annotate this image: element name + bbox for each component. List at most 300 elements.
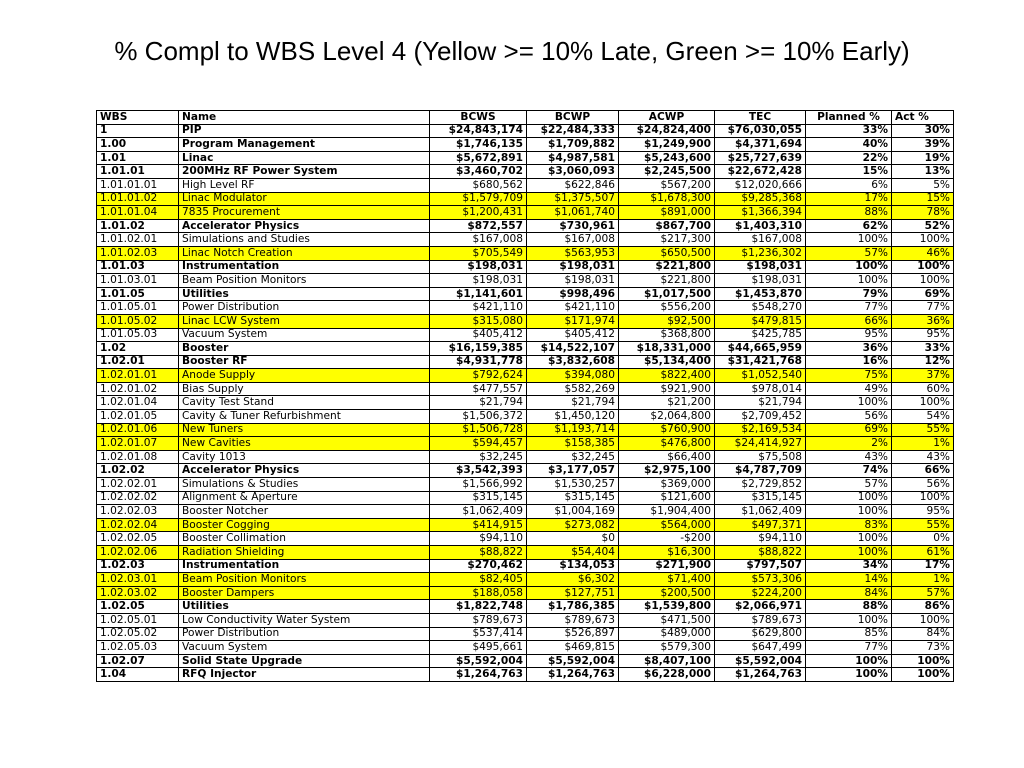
cell-act: 60% — [892, 382, 954, 396]
cell-tec: $2,709,452 — [715, 410, 806, 424]
cell-act: 12% — [892, 355, 954, 369]
cell-planned: 100% — [806, 613, 892, 627]
col-header-bcwp: BCWP — [527, 111, 619, 125]
cell-wbs: 1.02.01.07 — [97, 437, 179, 451]
cell-name: Instrumentation — [179, 260, 430, 274]
cell-bcwp: $167,008 — [527, 233, 619, 247]
cell-planned: 15% — [806, 165, 892, 179]
cell-bcws: $414,915 — [430, 518, 527, 532]
cell-bcwp: $998,496 — [527, 287, 619, 301]
cell-tec: $1,236,302 — [715, 246, 806, 260]
cell-bcwp: $4,987,581 — [527, 151, 619, 165]
table-row — [97, 301, 954, 315]
cell-acwp: $368,800 — [619, 328, 715, 342]
cell-wbs: 1.01.05.03 — [97, 328, 179, 342]
cell-name: Accelerator Physics — [179, 219, 430, 233]
cell-tec: $1,062,409 — [715, 505, 806, 519]
cell-wbs: 1.02.01.08 — [97, 450, 179, 464]
cell-wbs: 1.01.03 — [97, 260, 179, 274]
cell-bcws: $270,462 — [430, 559, 527, 573]
table-row — [97, 355, 954, 369]
cell-planned: 34% — [806, 559, 892, 573]
table-row — [97, 654, 954, 668]
cell-name: Beam Position Monitors — [179, 573, 430, 587]
table-row — [97, 600, 954, 614]
cell-bcwp: $21,794 — [527, 396, 619, 410]
cell-wbs: 1.04 — [97, 668, 179, 682]
cell-tec: $497,371 — [715, 518, 806, 532]
cell-planned: 100% — [806, 668, 892, 682]
cell-acwp: $221,800 — [619, 274, 715, 288]
cell-name: New Cavities — [179, 437, 430, 451]
cell-wbs: 1 — [97, 124, 179, 138]
cell-name: Alignment & Aperture — [179, 491, 430, 505]
cell-bcwp: $394,080 — [527, 369, 619, 383]
cell-name: Simulations & Studies — [179, 478, 430, 492]
cell-planned: 100% — [806, 274, 892, 288]
cell-act: 37% — [892, 369, 954, 383]
cell-name: Bias Supply — [179, 382, 430, 396]
cell-acwp: $556,200 — [619, 301, 715, 315]
table-row — [97, 124, 954, 138]
cell-bcws: $32,245 — [430, 450, 527, 464]
cell-wbs: 1.02.01.05 — [97, 410, 179, 424]
cell-name: Instrumentation — [179, 559, 430, 573]
cell-wbs: 1.01.01.04 — [97, 206, 179, 220]
cell-acwp: $2,245,500 — [619, 165, 715, 179]
cell-tec: $5,592,004 — [715, 654, 806, 668]
cell-tec: $548,270 — [715, 301, 806, 315]
cell-acwp: $24,824,400 — [619, 124, 715, 138]
cell-wbs: 1.02.02.01 — [97, 478, 179, 492]
col-header-bcws: BCWS — [430, 111, 527, 125]
cell-planned: 36% — [806, 342, 892, 356]
cell-name: Vacuum System — [179, 641, 430, 655]
cell-bcws: $537,414 — [430, 627, 527, 641]
cell-wbs: 1.01.02.03 — [97, 246, 179, 260]
table-row — [97, 410, 954, 424]
cell-wbs: 1.02.02.04 — [97, 518, 179, 532]
table-row — [97, 369, 954, 383]
cell-planned: 16% — [806, 355, 892, 369]
cell-act: 78% — [892, 206, 954, 220]
cell-tec: $224,200 — [715, 586, 806, 600]
cell-act: 100% — [892, 491, 954, 505]
cell-bcws: $198,031 — [430, 274, 527, 288]
cell-name: Accelerator Physics — [179, 464, 430, 478]
cell-act: 36% — [892, 314, 954, 328]
cell-bcws: $94,110 — [430, 532, 527, 546]
cell-name: Booster Dampers — [179, 586, 430, 600]
cell-bcwp: $1,375,507 — [527, 192, 619, 206]
cell-bcwp: $22,484,333 — [527, 124, 619, 138]
cell-acwp: $71,400 — [619, 573, 715, 587]
cell-planned: 17% — [806, 192, 892, 206]
cell-acwp: $891,000 — [619, 206, 715, 220]
cell-bcwp: $3,832,608 — [527, 355, 619, 369]
cell-planned: 62% — [806, 219, 892, 233]
cell-name: Vacuum System — [179, 328, 430, 342]
cell-planned: 6% — [806, 178, 892, 192]
col-header-acwp: ACWP — [619, 111, 715, 125]
cell-tec: $797,507 — [715, 559, 806, 573]
wbs-table — [96, 110, 954, 682]
cell-bcws: $872,557 — [430, 219, 527, 233]
cell-name: Booster Collimation — [179, 532, 430, 546]
cell-bcws: $405,412 — [430, 328, 527, 342]
cell-tec: $198,031 — [715, 274, 806, 288]
cell-act: 1% — [892, 437, 954, 451]
cell-bcws: $792,624 — [430, 369, 527, 383]
cell-bcws: $1,200,431 — [430, 206, 527, 220]
cell-bcwp: $789,673 — [527, 613, 619, 627]
cell-act: 69% — [892, 287, 954, 301]
cell-planned: 84% — [806, 586, 892, 600]
cell-bcws: $3,460,702 — [430, 165, 527, 179]
cell-acwp: $489,000 — [619, 627, 715, 641]
table-row — [97, 450, 954, 464]
cell-name: Linac Modulator — [179, 192, 430, 206]
table-row — [97, 287, 954, 301]
cell-bcws: $1,264,763 — [430, 668, 527, 682]
cell-tec: $479,815 — [715, 314, 806, 328]
cell-wbs: 1.02.02.03 — [97, 505, 179, 519]
cell-bcwp: $198,031 — [527, 260, 619, 274]
cell-act: 57% — [892, 586, 954, 600]
cell-wbs: 1.02.01 — [97, 355, 179, 369]
table-row — [97, 260, 954, 274]
cell-tec: $44,665,959 — [715, 342, 806, 356]
cell-wbs: 1.01.01.01 — [97, 178, 179, 192]
cell-act: 39% — [892, 138, 954, 152]
cell-acwp: $567,200 — [619, 178, 715, 192]
cell-planned: 100% — [806, 532, 892, 546]
cell-tec: $978,014 — [715, 382, 806, 396]
cell-name: PIP — [179, 124, 430, 138]
cell-name: 200MHz RF Power System — [179, 165, 430, 179]
cell-act: 0% — [892, 532, 954, 546]
cell-acwp: $822,400 — [619, 369, 715, 383]
cell-tec: $2,066,971 — [715, 600, 806, 614]
cell-planned: 88% — [806, 600, 892, 614]
cell-wbs: 1.01.05 — [97, 287, 179, 301]
cell-act: 73% — [892, 641, 954, 655]
cell-wbs: 1.02.03 — [97, 559, 179, 573]
cell-bcwp: $1,709,882 — [527, 138, 619, 152]
table-row — [97, 464, 954, 478]
cell-bcws: $1,746,135 — [430, 138, 527, 152]
cell-bcwp: $134,053 — [527, 559, 619, 573]
cell-wbs: 1.01.02.01 — [97, 233, 179, 247]
cell-wbs: 1.01.01 — [97, 165, 179, 179]
cell-name: Power Distribution — [179, 627, 430, 641]
cell-act: 43% — [892, 450, 954, 464]
cell-name: Linac Notch Creation — [179, 246, 430, 260]
cell-name: Booster Cogging — [179, 518, 430, 532]
cell-bcws: $1,822,748 — [430, 600, 527, 614]
cell-acwp: $21,200 — [619, 396, 715, 410]
cell-name: Cavity & Tuner Refurbishment — [179, 410, 430, 424]
cell-bcws: $188,058 — [430, 586, 527, 600]
cell-wbs: 1.02.01.06 — [97, 423, 179, 437]
cell-acwp: $650,500 — [619, 246, 715, 260]
cell-tec: $88,822 — [715, 546, 806, 560]
table-row — [97, 546, 954, 560]
cell-wbs: 1.02.01.04 — [97, 396, 179, 410]
cell-name: Booster Notcher — [179, 505, 430, 519]
cell-tec: $647,499 — [715, 641, 806, 655]
cell-acwp: $66,400 — [619, 450, 715, 464]
cell-tec: $2,729,852 — [715, 478, 806, 492]
cell-act: 17% — [892, 559, 954, 573]
cell-bcwp: $315,145 — [527, 491, 619, 505]
cell-wbs: 1.02.01.01 — [97, 369, 179, 383]
table-row — [97, 382, 954, 396]
cell-planned: 57% — [806, 478, 892, 492]
table-row — [97, 613, 954, 627]
cell-bcwp: $1,530,257 — [527, 478, 619, 492]
cell-acwp: -$200 — [619, 532, 715, 546]
table-row — [97, 518, 954, 532]
table-row — [97, 165, 954, 179]
col-header-planned: Planned % — [806, 111, 892, 125]
cell-tec: $22,672,428 — [715, 165, 806, 179]
cell-act: 55% — [892, 423, 954, 437]
cell-act: 46% — [892, 246, 954, 260]
table-row — [97, 627, 954, 641]
cell-bcws: $477,557 — [430, 382, 527, 396]
cell-bcws: $4,931,778 — [430, 355, 527, 369]
cell-tec: $4,371,694 — [715, 138, 806, 152]
table-row — [97, 559, 954, 573]
cell-bcws: $21,794 — [430, 396, 527, 410]
cell-act: 66% — [892, 464, 954, 478]
cell-planned: 79% — [806, 287, 892, 301]
cell-acwp: $1,904,400 — [619, 505, 715, 519]
cell-tec: $31,421,768 — [715, 355, 806, 369]
table-row — [97, 342, 954, 356]
cell-planned: 100% — [806, 233, 892, 247]
cell-planned: 75% — [806, 369, 892, 383]
table-row — [97, 138, 954, 152]
cell-acwp: $2,975,100 — [619, 464, 715, 478]
header-row — [97, 111, 954, 125]
cell-wbs: 1.01.02 — [97, 219, 179, 233]
cell-act: 61% — [892, 546, 954, 560]
cell-name: Linac — [179, 151, 430, 165]
cell-planned: 100% — [806, 654, 892, 668]
cell-acwp: $121,600 — [619, 491, 715, 505]
cell-name: Radiation Shielding — [179, 546, 430, 560]
cell-bcws: $167,008 — [430, 233, 527, 247]
cell-acwp: $5,134,400 — [619, 355, 715, 369]
cell-tec: $315,145 — [715, 491, 806, 505]
cell-wbs: 1.01.03.01 — [97, 274, 179, 288]
cell-wbs: 1.01 — [97, 151, 179, 165]
cell-wbs: 1.01.05.01 — [97, 301, 179, 315]
cell-bcws: $1,141,601 — [430, 287, 527, 301]
cell-act: 55% — [892, 518, 954, 532]
cell-act: 30% — [892, 124, 954, 138]
cell-planned: 100% — [806, 260, 892, 274]
cell-acwp: $476,800 — [619, 437, 715, 451]
cell-act: 54% — [892, 410, 954, 424]
cell-planned: 95% — [806, 328, 892, 342]
cell-act: 1% — [892, 573, 954, 587]
cell-tec: $1,453,870 — [715, 287, 806, 301]
cell-bcwp: $1,264,763 — [527, 668, 619, 682]
cell-wbs: 1.02.02.02 — [97, 491, 179, 505]
cell-planned: 22% — [806, 151, 892, 165]
cell-bcws: $594,457 — [430, 437, 527, 451]
cell-bcwp: $5,592,004 — [527, 654, 619, 668]
cell-wbs: 1.02.07 — [97, 654, 179, 668]
table-row — [97, 641, 954, 655]
cell-name: High Level RF — [179, 178, 430, 192]
cell-acwp: $221,800 — [619, 260, 715, 274]
cell-bcwp: $54,404 — [527, 546, 619, 560]
cell-wbs: 1.02.05.01 — [97, 613, 179, 627]
table-row — [97, 274, 954, 288]
cell-bcws: $789,673 — [430, 613, 527, 627]
cell-planned: 100% — [806, 491, 892, 505]
cell-name: 7835 Procurement — [179, 206, 430, 220]
cell-name: New Tuners — [179, 423, 430, 437]
cell-name: Solid State Upgrade — [179, 654, 430, 668]
cell-wbs: 1.02.05.02 — [97, 627, 179, 641]
cell-acwp: $564,000 — [619, 518, 715, 532]
cell-planned: 83% — [806, 518, 892, 532]
cell-tec: $25,727,639 — [715, 151, 806, 165]
cell-wbs: 1.02 — [97, 342, 179, 356]
cell-planned: 66% — [806, 314, 892, 328]
cell-wbs: 1.01.05.02 — [97, 314, 179, 328]
table-row — [97, 219, 954, 233]
cell-acwp: $867,700 — [619, 219, 715, 233]
table-row — [97, 314, 954, 328]
cell-acwp: $1,249,900 — [619, 138, 715, 152]
cell-bcws: $680,562 — [430, 178, 527, 192]
cell-tec: $75,508 — [715, 450, 806, 464]
cell-tec: $789,673 — [715, 613, 806, 627]
cell-tec: $629,800 — [715, 627, 806, 641]
cell-planned: 85% — [806, 627, 892, 641]
cell-tec: $1,403,310 — [715, 219, 806, 233]
cell-planned: 56% — [806, 410, 892, 424]
cell-name: Booster RF — [179, 355, 430, 369]
cell-bcwp: $730,961 — [527, 219, 619, 233]
cell-bcwp: $3,060,093 — [527, 165, 619, 179]
cell-name: Cavity Test Stand — [179, 396, 430, 410]
cell-wbs: 1.02.03.02 — [97, 586, 179, 600]
cell-wbs: 1.02.05.03 — [97, 641, 179, 655]
cell-bcws: $315,145 — [430, 491, 527, 505]
table-row — [97, 505, 954, 519]
cell-planned: 2% — [806, 437, 892, 451]
table-row — [97, 532, 954, 546]
cell-acwp: $921,900 — [619, 382, 715, 396]
cell-act: 84% — [892, 627, 954, 641]
cell-tec: $1,366,394 — [715, 206, 806, 220]
cell-tec: $1,264,763 — [715, 668, 806, 682]
cell-bcwp: $526,897 — [527, 627, 619, 641]
table-row — [97, 491, 954, 505]
cell-act: 100% — [892, 668, 954, 682]
cell-tec: $2,169,534 — [715, 423, 806, 437]
cell-bcws: $1,566,992 — [430, 478, 527, 492]
cell-planned: 49% — [806, 382, 892, 396]
cell-acwp: $8,407,100 — [619, 654, 715, 668]
cell-wbs: 1.01.01.02 — [97, 192, 179, 206]
table-row — [97, 246, 954, 260]
cell-act: 77% — [892, 301, 954, 315]
cell-bcwp: $1,193,714 — [527, 423, 619, 437]
cell-act: 19% — [892, 151, 954, 165]
cell-tec: $1,052,540 — [715, 369, 806, 383]
table-row — [97, 233, 954, 247]
cell-name: Low Conductivity Water System — [179, 613, 430, 627]
cell-acwp: $1,017,500 — [619, 287, 715, 301]
cell-bcws: $198,031 — [430, 260, 527, 274]
cell-bcws: $1,579,709 — [430, 192, 527, 206]
cell-tec: $76,030,055 — [715, 124, 806, 138]
cell-act: 95% — [892, 505, 954, 519]
cell-planned: 43% — [806, 450, 892, 464]
col-header-act: Act % — [892, 111, 954, 125]
cell-planned: 77% — [806, 301, 892, 315]
slide-title: % Compl to WBS Level 4 (Yellow >= 10% Late, Green >= 10% Early) — [114, 36, 910, 66]
table-row — [97, 423, 954, 437]
cell-tec: $198,031 — [715, 260, 806, 274]
cell-wbs: 1.02.03.01 — [97, 573, 179, 587]
cell-bcws: $1,506,728 — [430, 423, 527, 437]
cell-acwp: $5,243,600 — [619, 151, 715, 165]
table-row — [97, 586, 954, 600]
cell-act: 5% — [892, 178, 954, 192]
cell-act: 100% — [892, 654, 954, 668]
cell-name: Power Distribution — [179, 301, 430, 315]
cell-bcws: $24,843,174 — [430, 124, 527, 138]
table-row — [97, 478, 954, 492]
cell-bcws: $495,661 — [430, 641, 527, 655]
col-header-wbs: WBS — [97, 111, 179, 125]
cell-acwp: $271,900 — [619, 559, 715, 573]
cell-acwp: $2,064,800 — [619, 410, 715, 424]
cell-wbs: 1.02.02.06 — [97, 546, 179, 560]
cell-planned: 100% — [806, 505, 892, 519]
cell-wbs: 1.02.02.05 — [97, 532, 179, 546]
cell-acwp: $6,228,000 — [619, 668, 715, 682]
cell-acwp: $1,678,300 — [619, 192, 715, 206]
cell-bcwp: $1,786,385 — [527, 600, 619, 614]
cell-bcwp: $273,082 — [527, 518, 619, 532]
cell-wbs: 1.02.01.02 — [97, 382, 179, 396]
cell-bcwp: $421,110 — [527, 301, 619, 315]
cell-bcwp: $3,177,057 — [527, 464, 619, 478]
cell-planned: 100% — [806, 396, 892, 410]
cell-act: 100% — [892, 274, 954, 288]
cell-planned: 14% — [806, 573, 892, 587]
col-header-name: Name — [179, 111, 430, 125]
cell-bcws: $5,592,004 — [430, 654, 527, 668]
cell-tec: $4,787,709 — [715, 464, 806, 478]
table-row — [97, 573, 954, 587]
table-body — [97, 124, 954, 681]
cell-bcwp: $405,412 — [527, 328, 619, 342]
cell-bcws: $705,549 — [430, 246, 527, 260]
cell-planned: 40% — [806, 138, 892, 152]
table-row — [97, 668, 954, 682]
